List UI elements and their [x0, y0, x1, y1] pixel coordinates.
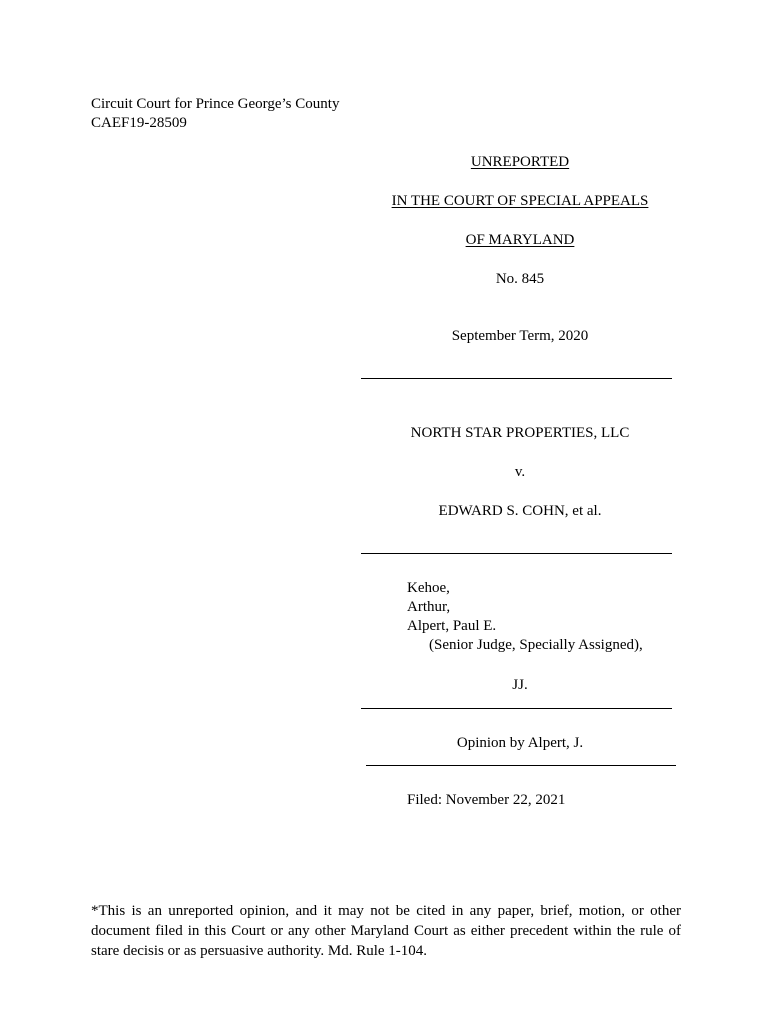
judge-note: (Senior Judge, Specially Assigned),: [429, 637, 643, 653]
divider-3: [361, 708, 672, 709]
judge-1: Kehoe,: [407, 580, 450, 596]
appellant: NORTH STAR PROPERTIES, LLC: [410, 425, 630, 441]
opinion-author: Opinion by Alpert, J.: [456, 735, 584, 751]
divider-4: [366, 765, 676, 766]
term: September Term, 2020: [451, 328, 589, 344]
court-name-line2-text: OF MARYLAND: [465, 232, 575, 248]
judge-2: Arthur,: [407, 599, 451, 615]
lower-court-name: Circuit Court for Prince George’s County: [91, 96, 340, 112]
unreported-heading: [360, 153, 680, 171]
filed-date: Filed: November 22, 2021: [407, 792, 566, 808]
judge-3: Alpert, Paul E.: [407, 618, 497, 634]
court-name-line2: [360, 231, 680, 249]
appellee: EDWARD S. COHN, et al.: [438, 503, 602, 519]
case-number: CAEF19-28509: [91, 115, 187, 131]
judges-suffix: JJ.: [512, 677, 528, 693]
unreported-opinion-footnote: *This is an unreported opinion, and it may not be cited in any paper, brief, motion, or other document filed in this Court or any other Maryland Court as either precedent within the rule of stare decisis or as persuasive authority. Md. Rule 1-104.: [91, 903, 681, 959]
versus: v.: [514, 464, 526, 480]
court-name-line1-text: IN THE COURT OF SPECIAL APPEALS: [391, 193, 649, 209]
court-name-line1: [360, 192, 680, 210]
unreported-label: UNREPORTED: [470, 154, 570, 170]
divider-2: [361, 553, 672, 554]
divider-1: [361, 378, 672, 379]
docket-number: No. 845: [495, 271, 545, 287]
